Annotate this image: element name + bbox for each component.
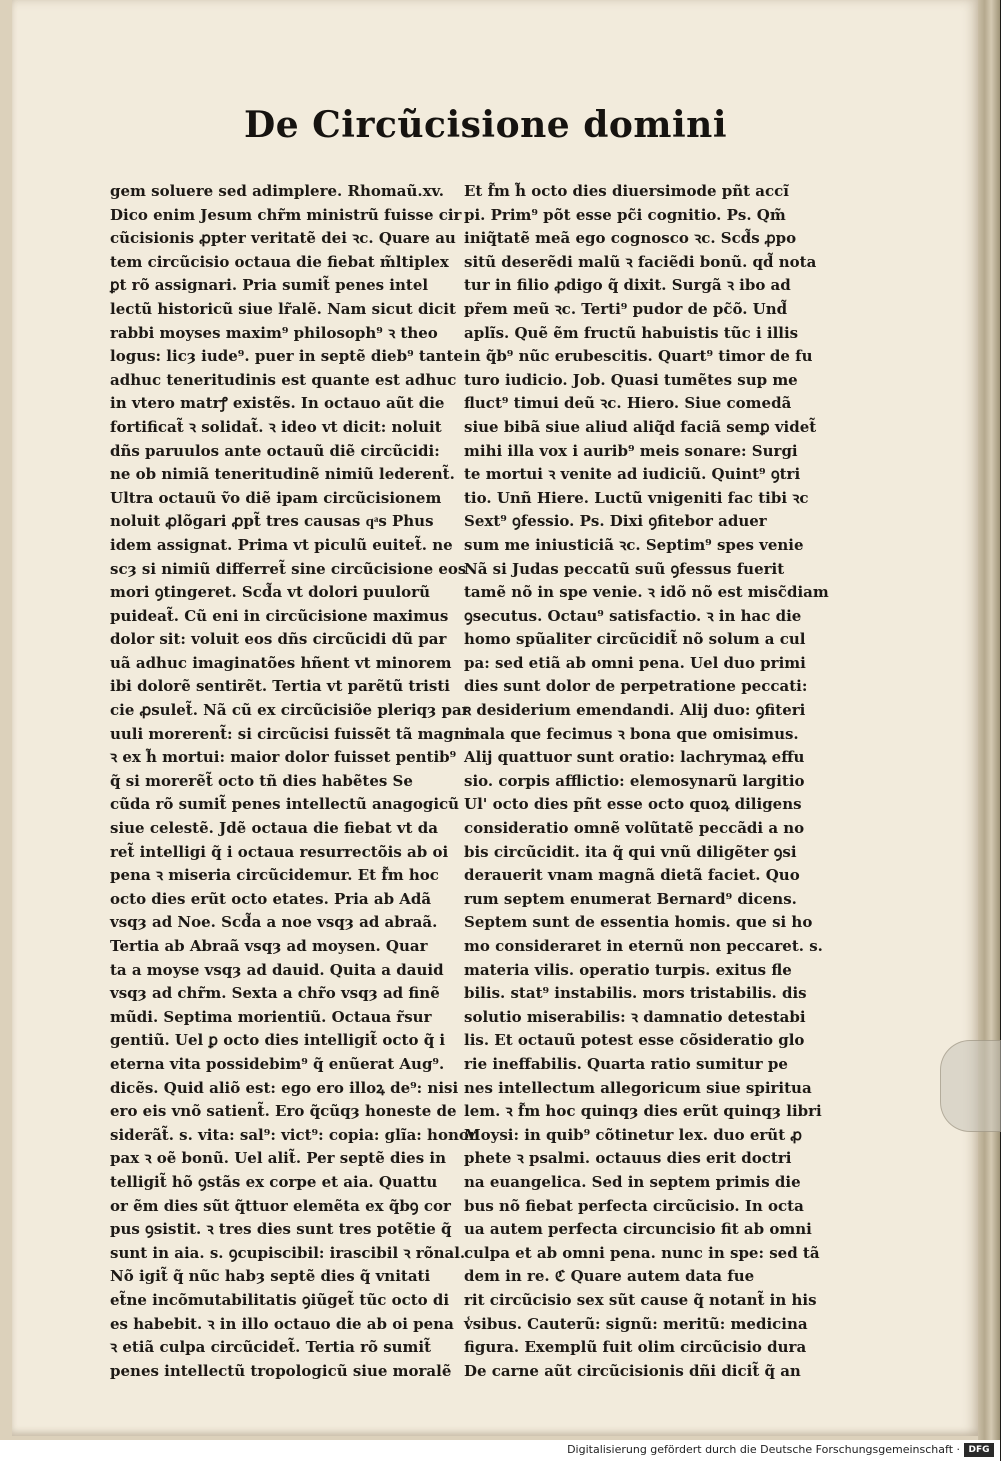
text-line: aplĩs. Quẽ ẽm fructũ habuistis tũc i illis: [464, 323, 799, 342]
text-line: Ul' octo dies pñt esse octo quoꝝ diligens: [464, 795, 802, 814]
text-line: et̃ne incõmutabilitatis ꝯiũget̃ tũc octo di: [110, 1290, 450, 1309]
text-line: cie ꝓsulet̃. Nã cũ ex circũcisiõe pleriqȝ par: [110, 701, 470, 720]
text-line: ꝛ ex h̃ mortui: maior dolor fuisset pentib⁹: [110, 748, 457, 767]
text-line: penes intellectũ tropologicũ siue moralẽ: [110, 1361, 452, 1380]
text-line: octo dies erũt octo etates. Pria ab Adã: [110, 889, 432, 908]
text-line: pena ꝛ miseria circũcidemur. Et f̃m hoc: [110, 866, 439, 885]
text-line: siue bibã siue aliud aliq̃d faciã semꝑ videt̃: [464, 417, 817, 436]
text-line: Nã si Judas peccatũ suũ ꝯfessus fuerit: [464, 559, 785, 578]
text-line: tur in filio ꝓdigo q̃ dixit. Surgã ꝛ ibo ad: [464, 276, 791, 295]
text-line: noluit ꝓlõgari ꝓpt̃ tres causas qͣs Phus: [110, 512, 434, 531]
text-line: tio. Unñ Hiere. Luctũ vnigeniti fac tibi ꝛc: [464, 488, 809, 507]
text-line: Sext⁹ ꝯfessio. Ps. Dixi ꝯfitebor aduer: [464, 512, 767, 531]
text-line: lectũ historicũ siue lr̃alẽ. Nam sicut dicit: [110, 299, 456, 318]
text-line: ne ob nimiã teneritudinẽ nimiũ lederent̃.: [110, 465, 455, 484]
text-line: v̾sibus. Cauterũ: signũ: meritũ: medicina: [464, 1314, 808, 1333]
page-heading: De Circũcisione domini: [244, 104, 728, 146]
text-line: uuli morerent̃: si circũcisi fuissẽt tã magni: [110, 724, 471, 743]
text-line: bus nõ fiebat perfecta circũcisio. In octa: [464, 1196, 804, 1215]
text-line: sunt in aia. s. ꝯcupiscibil: irascibil ꝛ rõnal.: [110, 1243, 466, 1262]
text-line: lis. Et octauũ potest esse cõsideratio glo: [464, 1031, 805, 1050]
text-line: Ultra octauũ ṽo diẽ ipam circũcisionem: [110, 488, 442, 507]
text-line: mihi illa vox i aurib⁹ meis sonare: Surgi: [464, 441, 798, 460]
funding-notice: Digitalisierung gefördert durch die Deutsche Forschungsgemeinschaft ·: [567, 1443, 960, 1456]
page-clip: [940, 1040, 1001, 1132]
text-line: puideat̃. Cũ eni in circũcisione maximus: [110, 606, 449, 625]
text-line: iniq̃tatẽ meã ego cognosco ꝛc. Scd̃s ꝓpo: [464, 229, 797, 248]
text-line: na euangelica. Sed in septem primis die: [464, 1172, 801, 1191]
text-line: adhuc teneritudinis est quante est adhuc: [110, 370, 457, 389]
text-line: Alij quattuor sunt oratio: lachrymaꝝ effu: [464, 748, 805, 767]
text-line: dies sunt dolor de perpetratione peccati:: [464, 677, 808, 696]
text-line: ero eis vnõ satient̃. Ero q̃cũqȝ honeste de: [110, 1102, 457, 1121]
text-line: figura. Exemplũ fuit olim circũcisio dura: [464, 1338, 807, 1357]
text-line: materia vilis. operatio turpis. exitus fle: [464, 960, 792, 979]
text-line: es habebit. ꝛ in illo octauo die ab oi pena: [110, 1314, 454, 1333]
text-line: mori ꝯtingeret. Scd̃a vt dolori puulorũ: [110, 583, 430, 602]
text-line: dicẽs. Quid aliõ est: ego ero illoꝝ de⁹: nisi: [110, 1078, 459, 1097]
text-line: Tertia ab Abraã vsqȝ ad moysen. Quar: [110, 937, 428, 955]
text-line: gem soluere sed adimplere. Rhomaũ.xv.: [110, 182, 444, 200]
text-line: te mortui ꝛ venite ad iudiciũ. Quint⁹ ꝯtri: [464, 465, 801, 484]
text-line: scȝ si nimiũ differret̃ sine circũcisione eos: [110, 559, 467, 578]
text-line: uã adhuc imaginatões hñent vt minorem: [110, 653, 452, 672]
text-line: in q̃b⁹ nũc erubescitis. Quart⁹ timor de fu: [464, 347, 813, 366]
text-line: pax ꝛ oẽ bonũ. Uel alit̃. Per septẽ dies in: [110, 1149, 446, 1168]
text-line: in vtero matrꝭ existẽs. In octauo aũt die: [110, 394, 445, 413]
book-page: [12, 0, 978, 1436]
text-line: phete ꝛ psalmi. octauus dies erit doctri: [464, 1149, 792, 1168]
text-line: dem in re. ℭ Quare autem data fue: [464, 1267, 755, 1286]
text-line: ꝑt rõ assignari. Pria sumit̃ penes intel: [110, 276, 429, 295]
text-line: fortificat̃ ꝛ solidat̃. ꝛ ideo vt dicit: noluit: [110, 417, 442, 436]
text-line: ret̃ intelligi q̃ i octaua resurrectõis ab oi: [110, 842, 449, 861]
text-line: pi. Prim⁹ põt esse pc̃i cognitio. Ps. Qm̃: [464, 205, 786, 224]
text-line: dñs paruulos ante octauũ diẽ circũcidi:: [110, 441, 440, 460]
text-line: bilis. stat⁹ instabilis. mors tristabilis. dis: [464, 984, 807, 1003]
text-line: vsqȝ ad chr̃m. Sexta a chr̃o vsqȝ ad finẽ: [110, 984, 440, 1003]
text-line: ꝛ etiã culpa circũcidet̃. Tertia rõ sumit̃: [110, 1338, 432, 1357]
text-line: culpa et ab omni pena. nunc in spe: sed tã: [464, 1243, 820, 1262]
text-line: telligit̃ hõ ꝯstãs ex corpe et aia. Quattu: [110, 1172, 438, 1191]
text-line: lem. ꝛ f̃m hoc quinqȝ dies erũt quinqȝ libri: [464, 1102, 822, 1121]
text-line: pr̃em meũ ꝛc. Terti⁹ pudor de pc̃õ. Und̃: [464, 299, 788, 318]
text-column-left: [110, 180, 477, 1383]
text-line: mo consideraret in eternũ non peccaret. s.: [464, 937, 823, 955]
text-line: homo spũaliter circũcidit̃ nõ solum a cul: [464, 630, 806, 649]
text-line: idem assignat. Prima vt piculũ euitet̃. ne: [110, 535, 453, 554]
text-line: bis circũcidit. ita q̃ qui vnũ diligẽter ꝯsi: [464, 842, 797, 861]
text-line: Moysi: in quib⁹ cõtinetur lex. duo erũt ꝓ: [464, 1125, 802, 1144]
text-line: pus ꝯsistit. ꝛ tres dies sunt tres potẽtie q̃: [110, 1220, 452, 1239]
text-line: ibi dolorẽ sentirẽt. Tertia vt parẽtũ tristi: [110, 677, 450, 696]
text-line: siderãt̃. s. vita: sal⁹: vict⁹: copia: glĩa: honor: [110, 1125, 477, 1144]
text-line: ua autem perfecta circuncisio fit ab omni: [464, 1220, 812, 1239]
text-line: rum septem enumerat Bernard⁹ dicens.: [464, 889, 797, 908]
text-line: cũcisionis ꝓpter veritatẽ dei ꝛc. Quare au: [110, 229, 456, 248]
text-line: solutio miserabilis: ꝛ damnatio detestabi: [464, 1007, 806, 1026]
text-line: turo iudicio. Job. Quasi tumẽtes sup me: [464, 370, 798, 389]
text-line: De carne aũt circũcisionis dñi dicit̃ q̃ an: [464, 1361, 801, 1380]
text-line: tamẽ nõ in spe venie. ꝛ idõ nõ est misc̃diam: [464, 583, 829, 602]
text-line: rabbi moyses maxim⁹ philosoph⁹ ꝛ theo: [110, 323, 438, 342]
text-line: eterna vita possidebim⁹ q̃ enũerat Aug⁹.: [110, 1054, 445, 1073]
text-line: nes intellectum allegoricum siue spiritua: [464, 1078, 812, 1097]
text-line: fluct⁹ timui deũ ꝛc. Hiero. Siue comedã: [464, 394, 792, 413]
text-line: vsqȝ ad Noe. Scd̃a a noe vsqȝ ad abraã.: [110, 913, 438, 932]
text-line: pa: sed etiã ab omni pena. Uel duo primi: [464, 653, 806, 672]
text-line: rit circũcisio sex sũt cause q̃ notant̃ in his: [464, 1290, 817, 1309]
dfg-logo: DFG: [964, 1443, 994, 1457]
text-line: sum me iniusticiã ꝛc. Septim⁹ spes venie: [464, 535, 804, 554]
text-line: Septem sunt de essentia homis. que si ho: [464, 913, 813, 932]
text-line: Dico enim Jesum chr̃m ministrũ fuisse cir: [110, 205, 462, 224]
text-line: dolor sit: voluit eos dñs circũcidi dũ par: [110, 630, 447, 649]
text-line: ta a moyse vsqȝ ad dauid. Quita a dauid: [110, 960, 444, 979]
text-line: logus: licȝ iude⁹. puer in septẽ dieb⁹ tante: [110, 347, 463, 366]
text-line: gentiũ. Uel ꝑ octo dies intelligit̃ octo q̃ i: [110, 1031, 446, 1050]
footer-bar: [0, 1440, 1000, 1461]
text-line: siue celestẽ. Jdẽ octaua die fiebat vt da: [110, 819, 438, 838]
text-line: ꝛ desiderium emendandi. Alij duo: ꝯfiteri: [464, 701, 806, 720]
text-line: tem circũcisio octaua die fiebat m̃ltiplex: [110, 252, 449, 271]
text-line: Et f̃m h̃ octo dies diuersimode pñt accĩ: [464, 182, 789, 200]
page-edge: [978, 0, 1000, 1440]
text-line: q̃ si morerẽt̃ octo tñ dies habẽtes Se: [110, 771, 413, 790]
text-line: sitũ deserẽdi malũ ꝛ faciẽdi bonũ. qd̃ nota: [464, 252, 817, 271]
text-line: or ẽm dies sũt q̃ttuor elemẽta ex q̃bꝯ cor: [110, 1196, 451, 1215]
text-line: consideratio omnẽ volũtatẽ peccãdi a no: [464, 819, 805, 838]
text-line: mũdi. Septima morientiũ. Octaua r̃sur: [110, 1007, 432, 1026]
text-line: ꝯsecutus. Octau⁹ satisfactio. ꝛ in hac die: [464, 606, 802, 625]
text-line: Nõ igit̃ q̃ nũc habȝ septẽ dies q̃ vnitati: [110, 1267, 431, 1286]
text-column-right: [464, 180, 829, 1383]
text-line: mala que fecimus ꝛ bona que omisimus.: [464, 724, 799, 743]
text-line: derauerit vnam magnã dietã faciet. Quo: [464, 866, 800, 885]
text-line: rie ineffabilis. Quarta ratio sumitur pe: [464, 1054, 788, 1073]
text-line: cũda rõ sumit̃ penes intellectũ anagogicũ: [110, 795, 460, 814]
text-line: sio. corpis afflictio: elemosynarũ largitio: [464, 771, 805, 790]
